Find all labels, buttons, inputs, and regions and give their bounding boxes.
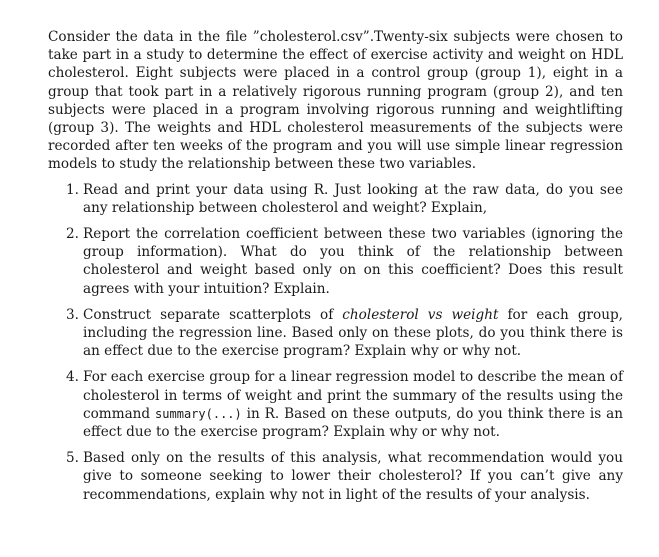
question-number: 5. (66, 450, 79, 467)
question-number: 1. (66, 181, 79, 198)
question-text-before: Construct separate scatterplots of (83, 306, 343, 323)
document-page (48, 28, 623, 512)
question-text-after: in R. Based on these outputs, do you think there is an effect due to the exercise program? Explain why or why not. (83, 405, 623, 441)
question-text-before: For each exercise group for a linear regression model to describe the mean of cholesterol in terms of weight and print the summary of the results using the command (83, 369, 623, 422)
question-text-after: for each group, including the regression line. Based only on these plots, do you think there is an effect due to the exercise program? Explain why or why not. (83, 306, 623, 360)
code-snippet: summary(...) (155, 406, 242, 421)
question-item-1 (48, 181, 623, 217)
question-number: 2. (66, 226, 79, 243)
question-item-2 (48, 225, 623, 298)
question-text: Based only on the results of this analysis, what recommendation would you give to someone seeking to lower their cholesterol? If you can’t give any recommendations, explain why not in light of the results of your analysis. (83, 450, 623, 503)
question-text: Read and print your data using R. Just looking at the raw data, do you see any relationship between cholesterol and weight? Explain, (83, 181, 623, 216)
question-list (48, 181, 623, 504)
question-number: 4. (66, 369, 79, 386)
question-italic-term: cholesterol vs weight (342, 306, 499, 323)
question-text: Report the correlation coefficient between these two variables (ignoring the group information). What do you think of the relationship between cholesterol and weight based only on on this coefficient? Does this result agrees with your intuition? Explain. (83, 226, 623, 297)
question-item-5 (48, 449, 623, 504)
intro-paragraph: Consider the data in the file ”cholesterol.csv”.Twenty-six subjects were chosen to take part in a study to determine the effect of exercise activity and weight on HDL cholesterol. Eight subjects were placed in a control group (group 1), eight in a group that took part in a relatively rigorous running program (group 2), and ten subjects were placed in a program involving rigorous running and weightlifting (group 3). The weights and HDL cholesterol measurements of the subjects were recorded after ten weeks of the program and you will use simple linear regression models to study the relationship between these two variables. (48, 29, 623, 173)
question-item-3 (48, 306, 623, 361)
question-item-4 (48, 368, 623, 441)
question-number: 3. (66, 306, 79, 323)
